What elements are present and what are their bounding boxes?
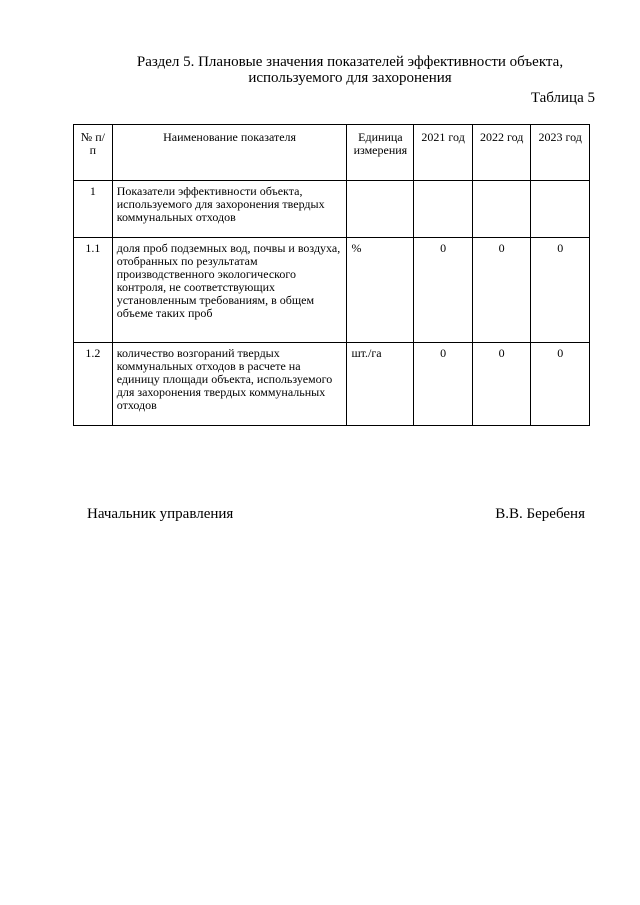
cell-name: Показатели эффективности объекта, используемого для захоронения твердых коммунальных отходов: [112, 181, 347, 238]
cell-2021: [414, 181, 473, 238]
cell-2021: 0: [414, 238, 473, 343]
header-2021: 2021 год: [414, 125, 473, 181]
section-title: [110, 54, 590, 86]
cell-num: 1: [74, 181, 113, 238]
header-2023: 2023 год: [531, 125, 590, 181]
cell-2021: 0: [414, 343, 473, 426]
table-row: [74, 181, 590, 238]
cell-2023: [531, 181, 590, 238]
header-2022: 2022 год: [472, 125, 531, 181]
cell-2023: 0: [531, 343, 590, 426]
header-unit: Единица измерения: [347, 125, 414, 181]
table-label: Таблица 5: [530, 90, 595, 106]
section-title-line-2: используемого для захоронения: [248, 70, 452, 86]
table-header-row: [74, 125, 590, 181]
signatory-name: В.В. Беребеня: [495, 506, 585, 522]
header-num: № п/п: [74, 125, 113, 181]
cell-2023: 0: [531, 238, 590, 343]
cell-num: 1.1: [74, 238, 113, 343]
cell-unit: [347, 181, 414, 238]
cell-num: 1.2: [74, 343, 113, 426]
cell-2022: 0: [472, 238, 531, 343]
signatory-position: Начальник управления: [87, 506, 234, 522]
table-row: [74, 238, 590, 343]
cell-unit: %: [347, 238, 414, 343]
cell-name: количество возгораний твердых коммунальных отходов в расчете на единицу площади объекта, используемого для захоронения твердых коммунальных отходов: [112, 343, 347, 426]
table-row: [74, 343, 590, 426]
signature-block: [87, 506, 585, 523]
indicators-table: [73, 124, 590, 426]
cell-name: доля проб подземных вод, почвы и воздуха, отобранных по результатам производственного экологического контроля, не соответствующих установленным требованиям, в общем объеме таких проб: [112, 238, 347, 343]
cell-2022: [472, 181, 531, 238]
header-name: Наименование показателя: [112, 125, 347, 181]
cell-2022: 0: [472, 343, 531, 426]
cell-unit: шт./га: [347, 343, 414, 426]
section-title-line-1: Раздел 5. Плановые значения показателей эффективности объекта,: [136, 54, 564, 70]
